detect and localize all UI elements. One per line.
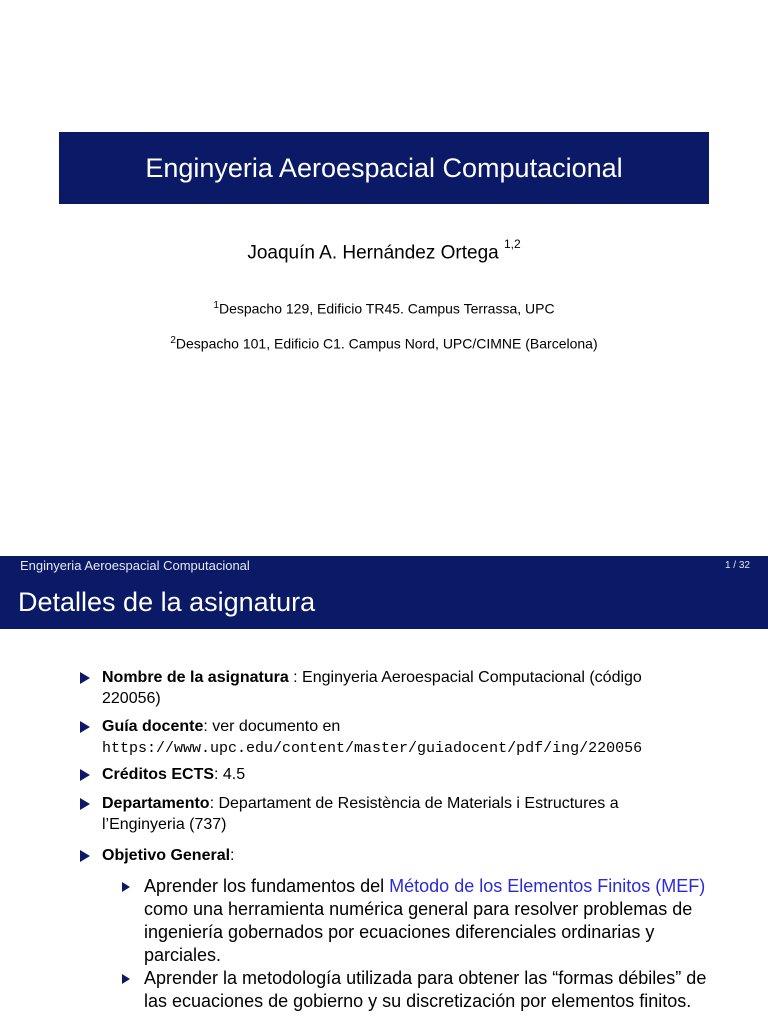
affiliation-2 [0, 335, 768, 352]
author-line [0, 237, 768, 264]
header-course-name: Enginyeria Aeroespacial Computacional [20, 558, 250, 573]
mef-link[interactable]: Método de los Elementos Finitos (MEF) [389, 876, 706, 896]
affiliation-2-text: Despacho 101, Edificio C1. Campus Nord, UPC/CIMNE (Barcelona) [175, 335, 598, 352]
slide-header [0, 556, 768, 629]
author-affiliation-marks: 1,2 [503, 237, 521, 251]
item-text: : Departament de Resistència de Materials i Estructures a l’Enginyeria (737) [102, 795, 619, 833]
item-label: Departamento [102, 795, 210, 812]
guide-url-link[interactable]: https://www.upc.edu/content/master/guiadocent/pdf/ing/220056 [102, 740, 643, 757]
item-label: Guía docente [102, 718, 204, 735]
triangle-bullet-icon [122, 882, 130, 892]
item-text: : [230, 847, 235, 864]
affiliation-1-mark: 1 [213, 300, 219, 311]
triangle-bullet-icon [80, 769, 90, 781]
title-banner [59, 132, 709, 204]
item-label: Objetivo General [102, 847, 231, 864]
triangle-bullet-icon [80, 850, 90, 862]
item-text: : 4.5 [214, 766, 246, 783]
sub-item-text: como una herramienta numérica general para resolver problemas de ingeniería gobernados por ecuaciones diferenciales ordinarias y parciales. [144, 899, 693, 965]
presentation-title: Enginyeria Aeroespacial Computacional [145, 152, 623, 183]
affiliation-1 [0, 300, 768, 317]
page-number: 1 / 32 [724, 560, 750, 571]
triangle-bullet-icon [80, 672, 90, 684]
affiliation-2-mark: 2 [170, 335, 176, 346]
frame-title: Detalles de la asignatura [18, 587, 316, 617]
author-name: Joaquín A. Hernández Ortega [247, 242, 499, 264]
item-label: Créditos ECTS [102, 766, 215, 783]
sub-item-text: Aprender la metodología utilizada para obtener las “formas débiles” de las ecuaciones de gobierno y su discretización por elementos finitos. [144, 968, 707, 1011]
triangle-bullet-icon [80, 721, 90, 733]
triangle-bullet-icon [122, 974, 130, 984]
item-text: : ver documento en [203, 718, 341, 735]
item-text: : Enginyeria Aeroespacial Computacional (código 220056) [102, 669, 642, 707]
item-label: Nombre de la asignatura [102, 669, 289, 686]
affiliation-1-text: Despacho 129, Edificio TR45. Campus Terrassa, UPC [218, 300, 555, 317]
sub-item-text: Aprender los fundamentos del [144, 876, 390, 896]
triangle-bullet-icon [80, 798, 90, 810]
